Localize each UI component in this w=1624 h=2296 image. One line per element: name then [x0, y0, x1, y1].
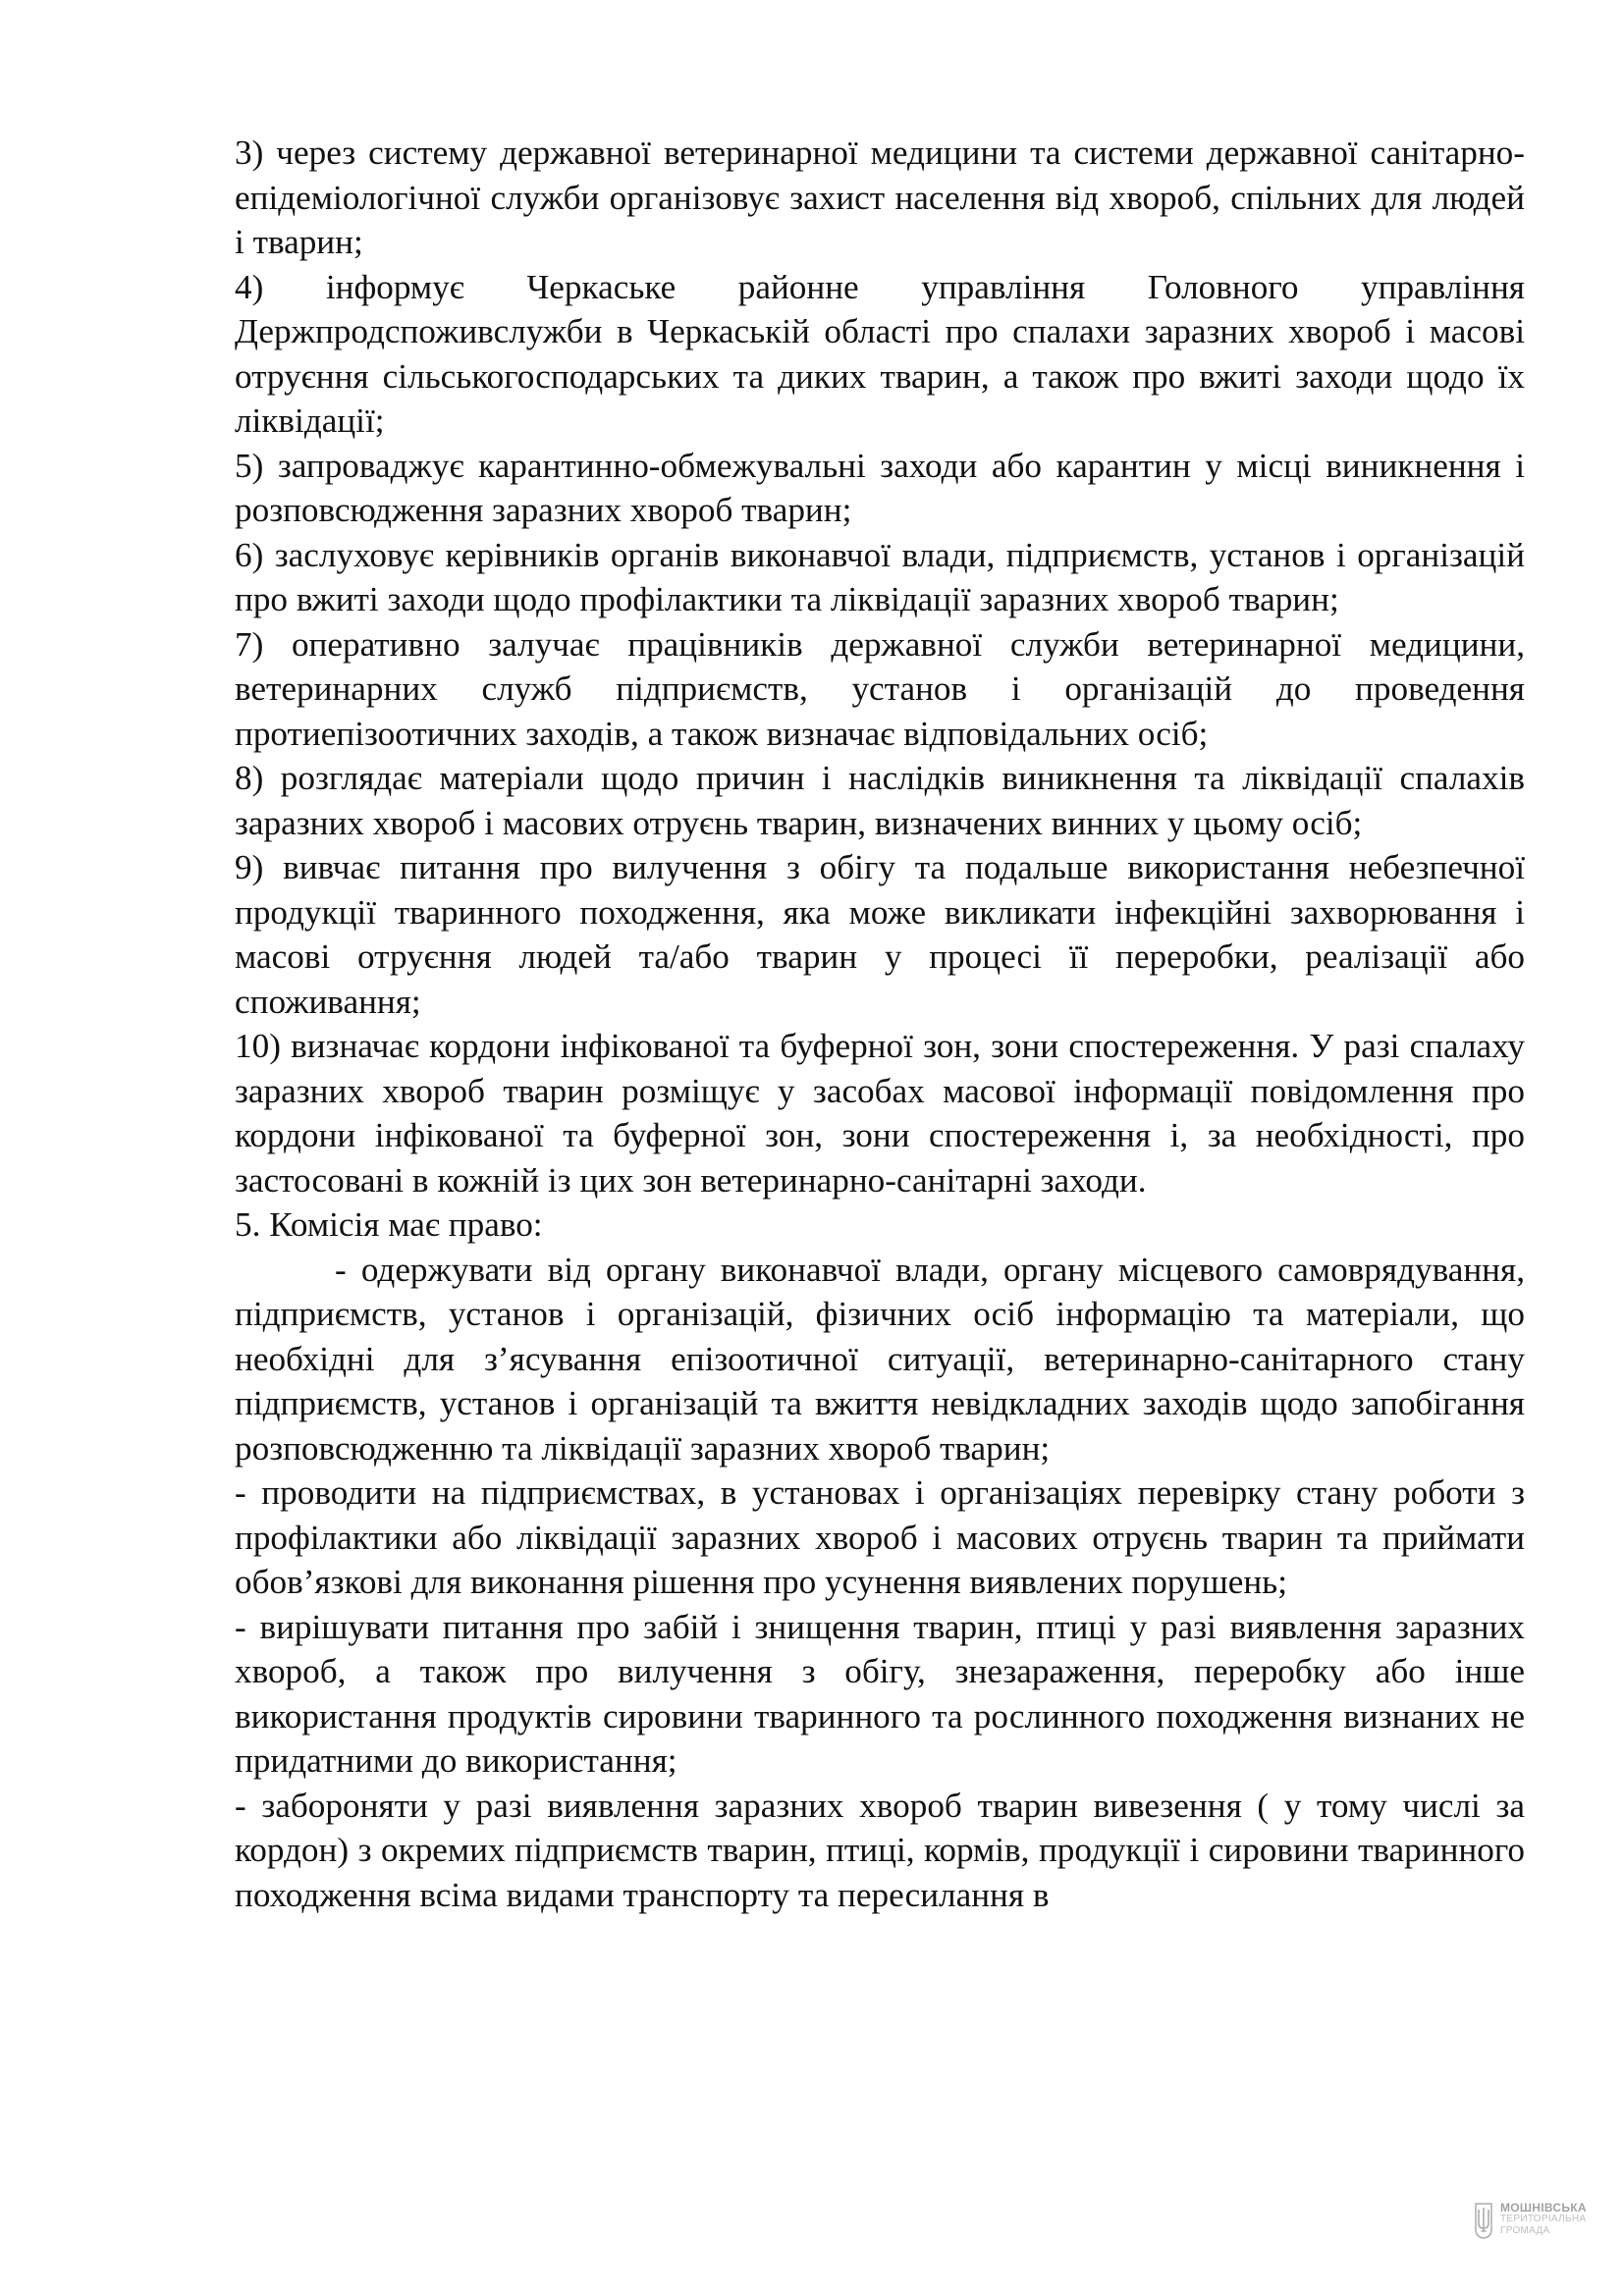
- paragraph-item-6: 6) заслуховує керівників органів виконавчої влади, підприємств, установ і організацій про вжиті заходи щодо профілактики та ліквідації заразних хвороб тварин;: [235, 535, 1525, 618]
- paragraph-item-7: 7) оперативно залучає працівників державної служби ветеринарної медицини, ветеринарних служб підприємств, установ і організацій до проведення протиепізоотичних заходів, а також визначає відповідальних осіб;: [235, 624, 1525, 753]
- paragraph-item-5: 5) запроваджує карантинно-обмежувальні заходи або карантин у місці виникнення і розповсюдження заразних хвороб тварин;: [235, 446, 1525, 529]
- rights-item-slaughter: - вирішувати питання про забій і знищення тварин, птиці у разі виявлення заразних хвороб, а також про вилучення з обігу, знезараження, переробку або інше використання продуктів сировини тваринного та рослинного походження визнаних не придатними до використання;: [235, 1607, 1525, 1780]
- rights-item-prohibit-export: - забороняти у разі виявлення заразних хвороб тварин вивезення ( у тому числі за кордон) з окремих підприємств тварин, птиці, кормів, продукції і сировини тваринного походження всіма видами транспорту та пересилання в: [235, 1786, 1525, 1914]
- watermark-subtitle: ТЕРИТОРІАЛЬНА: [1500, 2214, 1587, 2224]
- paragraph-item-10: 10) визначає кордони інфікованої та буферної зон, зони спостереження. У разі спалаху заразних хвороб тварин розміщує у засобах масової інформації повідомлення про кордони інфікованої та буферної зон, зони спостереження і, за необхідності, про застосовані в кожній із цих зон ветеринарно-санітарні заходи.: [235, 1027, 1525, 1200]
- paragraph-item-4: 4) інформує Черкаське районне управління Головного управління Держпродспоживслужби в Черкаській області про спалахи заразних хвороб і масові отруєння сільськогосподарських та диких тварин, а також про вжиті заходи щодо їх ліквідації;: [235, 267, 1525, 440]
- watermark-title: МОШНІВСЬКА: [1500, 2201, 1587, 2215]
- rights-item-obtain-info: - одержувати від органу виконавчої влади, органу місцевого самоврядування, підприємств, установ і організацій, фізичних осіб інформацію та матеріали, що необхідні для з’ясування епізоотичної ситуації, ветеринарно-санітарного стану підприємств, установ і організацій та вжиття невідкладних заходів щодо запобігання розповсюдженню та ліквідації заразних хвороб тварин;: [235, 1250, 1525, 1468]
- community-watermark: [1473, 2202, 1587, 2239]
- watermark-subtitle-2: ГРОМАДА: [1500, 2225, 1550, 2236]
- rights-item-inspect: - проводити на підприємствах, в установах і організаціях перевірку стану роботи з профілактики або ліквідації заразних хвороб і масових отруєнь тварин та приймати обов’язкові для виконання рішення про усунення виявлених порушень;: [235, 1473, 1525, 1601]
- document-body: [235, 131, 1525, 1917]
- section-heading-commission-rights: 5. Комісія має право:: [235, 1205, 543, 1244]
- trident-icon: [1473, 2202, 1494, 2239]
- paragraph-item-3: 3) через систему державної ветеринарної медицини та системи державної санітарно-епідеміологічної служби організовує захист населення від хвороб, спільних для людей і тварин;: [235, 133, 1525, 261]
- paragraph-item-8: 8) розглядає матеріали щодо причин і наслідків виникнення та ліквідації спалахів заразних хвороб і масових отруєнь тварин, визначених винних у цьому осіб;: [235, 759, 1525, 842]
- paragraph-item-9: 9) вивчає питання про вилучення з обігу та подальше використання небезпечної продукції тваринного походження, яка може викликати інфекційні захворювання і масові отруєння людей та/або тварин у процесі її переробки, реалізації або споживання;: [235, 848, 1525, 1021]
